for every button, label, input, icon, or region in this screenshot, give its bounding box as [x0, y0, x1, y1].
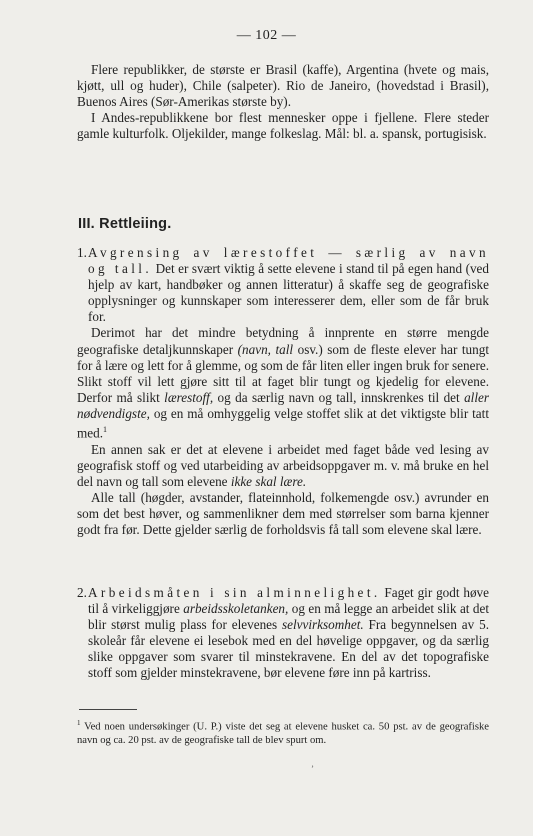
item-1-paragraph-2: [77, 325, 489, 441]
stray-mark: ʼ: [311, 764, 314, 774]
intro-paragraph-1: Flere republikker, de største er Brasil (kaffe), Argentina (hvete og mais, kjøtt, ull og huder), Chile (salpeter). Rio de Janeiro, (hovedstad i Brasil), Buenos Aires (Sør-Amerikas største by).: [77, 62, 489, 110]
item-1-first-paragraph: [77, 245, 489, 325]
item-1-p2-part-g: og en må omhyggelig velge stoffet slik at det viktigste blir tatt med.: [77, 405, 489, 441]
item-1-p3-emph-ikke-skal-laere: ikke skal lære.: [230, 473, 307, 489]
item-2-p1-part-c: og en må legge an arbeidet slik at det blir størst mulig plass for elevenes: [88, 601, 489, 633]
guidance-item-1: [77, 245, 489, 538]
guidance-item-2: [77, 585, 489, 682]
item-1-p2-part-c: osv.) som de fleste elever har tungt for å lære og lett for å glemme, og som de får liten eller ingen bruk for senere. Slikt stoff vil lett gjøre sitt til at faget blir tungt og kjedelig for elevene. Derfor må slikt: [77, 341, 489, 405]
item-1-p2-emph-nodvendigste: aller nødvendigste,: [77, 389, 489, 421]
item-1-paragraph-4: Alle tall (høgder, avstander, flateinnhold, folkemengde osv.) avrunder en som det best høver, og sammenlikner dem med størrelser som barna kjenner godt fra før. Dette gjelder særlig de forholdsvis få tall som elevene skal lære.: [77, 489, 489, 537]
item-1-number: 1.: [77, 245, 87, 260]
section-heading: III. Rettleiing.: [78, 216, 172, 232]
footnote-reference: 1: [103, 425, 108, 435]
item-1-title: Avgrensing av lærestoffet — særlig av navn og tall.: [88, 245, 489, 277]
item-2-paragraph-1: [77, 585, 489, 682]
item-1-paragraph-1: Det er svært viktig å sette elevene i stand til på egen hand (ved hjelp av kart, handbøker og annen litteratur) å skaffe seg de geografiske opplysninger og kunnskaper som interesserer dem, eller som de får bruk for.: [88, 261, 490, 325]
intro-section: [77, 62, 489, 142]
footnote: [77, 717, 489, 747]
item-2-p1-part-e: Fra begynnelsen av 5. skoleår får elevene ei lesebok med en del høvelige oppgaver, og da særlig slike oppgaver som svarer til minstekravene. En del av det topografiske stoff som gjelder minstekravene, bør elevene føre inn på kartriss.: [88, 617, 489, 681]
item-1-p2-part-e: og da særlig navn og tall, innskrenkes til det: [213, 389, 465, 405]
item-2-number: 2.: [77, 585, 87, 600]
footnote-text: Ved noen undersøkinger (U. P.) viste det seg at elevene husket ca. 50 pst. av de geografiske navn og ca. 20 pst. av de geografiske tall de blev spurt om.: [77, 721, 489, 746]
item-2-title: Arbeidsmåten i sin alminnelighet.: [88, 585, 381, 600]
footnote-rule: [79, 709, 137, 710]
item-1-p2-emph-laerestoff: lærestoff,: [164, 389, 214, 405]
item-2-p1-emph-arbeidsskoletanken: arbeidsskoletanken,: [183, 601, 289, 617]
intro-paragraph-2: I Andes-republikkene bor flest mennesker oppe i fjellene. Flere steder gamle kulturfolk. Oljekilder, mange folkeslag. Mål: bl. a. spansk, portugisisk.: [77, 110, 489, 142]
item-2-p1-part-a: Faget gir godt høve til å virkeliggjøre: [88, 585, 489, 617]
item-1-paragraph-3: [77, 442, 489, 490]
page-number: — 102 —: [236, 28, 297, 43]
item-1-p2-part-a: Derimot har det mindre betydning å innprente en større mengde geografiske detaljkunnskaper: [77, 325, 489, 357]
footnote-marker: 1: [77, 719, 81, 727]
item-2-p1-emph-selvvirksomhet: selvvirksomhet.: [282, 617, 364, 633]
item-1-p3-part-a: En annen sak er det at elevene i arbeidet med faget både ved lesing av geografisk stoff og ved utarbeiding av arbeidsoppgaver m. v. må bruke en hel del navn og tall som elevene: [77, 441, 489, 489]
item-1-p2-emph-navn-tall: (navn, tall: [237, 341, 294, 357]
